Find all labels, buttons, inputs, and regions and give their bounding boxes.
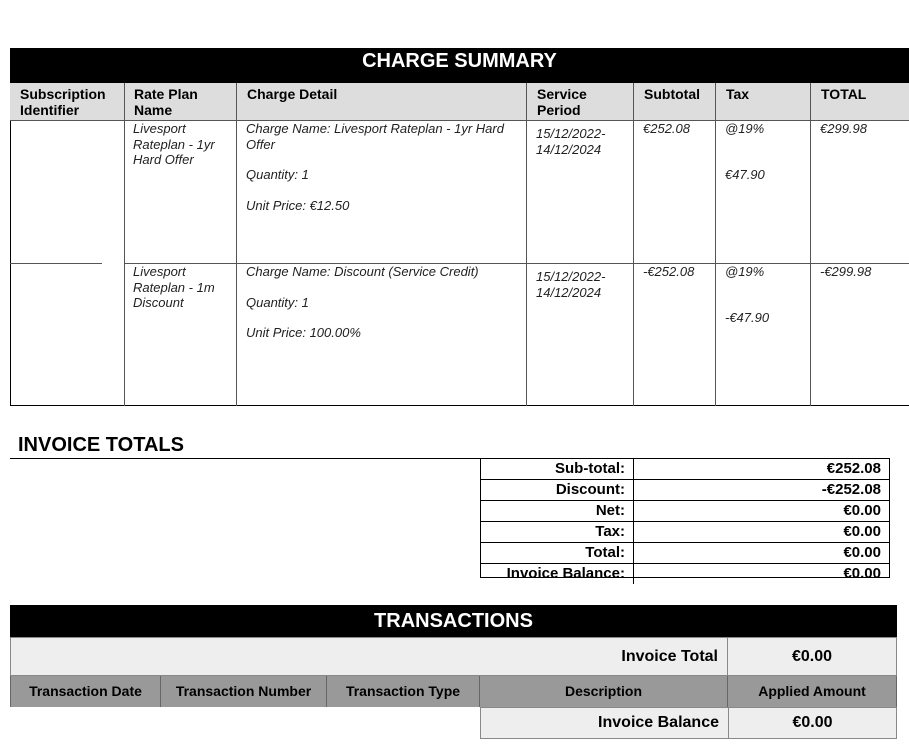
charge-name: Charge Name: Discount (Service Credit) [246, 264, 479, 279]
line-total: -€299.98 [820, 264, 872, 279]
invoice-total-label: Invoice Total [11, 638, 728, 675]
invoice-total-value: €0.00 [791, 648, 833, 665]
invoice-balance-label: Invoice Balance [481, 708, 729, 738]
invoice-total-row [10, 637, 897, 676]
totals-value: €0.00 [843, 565, 881, 582]
subtotal: €252.08 [643, 121, 690, 136]
totals-label: Sub-total: [481, 459, 634, 479]
column-divider [526, 83, 527, 406]
invoice-totals-title: INVOICE TOTALS [18, 434, 184, 456]
rate-plan-name: Livesport Rateplan - 1m Discount [133, 264, 215, 310]
charge-name: Charge Name: Livesport Rateplan - 1yr Hard Offer [246, 121, 504, 152]
quantity: Quantity: 1 [246, 167, 309, 182]
col-header-subscription: Subscription Identifier [10, 83, 124, 121]
column-divider [810, 83, 811, 406]
column-divider [715, 83, 716, 406]
totals-value: €0.00 [843, 544, 881, 561]
invoice-balance-row [480, 707, 897, 739]
column-divider [124, 83, 125, 406]
column-divider [236, 83, 237, 406]
col-header-transaction-number: Transaction Number [161, 676, 327, 707]
totals-value: €252.08 [826, 460, 881, 477]
unit-price: Unit Price: €12.50 [246, 198, 350, 213]
col-header-applied-amount: Applied Amount [728, 676, 897, 707]
rate-plan-name: Livesport Rateplan - 1yr Hard Offer [133, 121, 215, 167]
totals-value: -€252.08 [821, 481, 881, 498]
unit-price: Unit Price: 100.00% [246, 325, 361, 340]
transactions-title: TRANSACTIONS [10, 605, 897, 637]
invoice-totals-table [480, 458, 890, 582]
col-header-subtotal: Subtotal [634, 83, 716, 121]
row-divider [10, 263, 102, 264]
col-header-charge-detail: Charge Detail [237, 83, 527, 121]
col-header-transaction-type: Transaction Type [327, 676, 480, 707]
col-header-rate-plan: Rate Plan Name [124, 83, 237, 121]
tax-rate: @19% [725, 121, 765, 136]
totals-value: €0.00 [843, 502, 881, 519]
totals-label: Net: [481, 501, 634, 521]
totals-label: Discount: [481, 480, 634, 500]
service-period: 15/12/2022- 14/12/2024 [536, 269, 606, 300]
col-header-description: Description [480, 676, 728, 707]
charge-summary-title: CHARGE SUMMARY [10, 48, 909, 83]
totals-row [481, 480, 889, 501]
totals-value: €0.00 [843, 523, 881, 540]
tax-rate: @19% [725, 264, 765, 279]
tax-amount: €47.90 [725, 167, 765, 182]
line-total: €299.98 [820, 121, 867, 136]
totals-label: Tax: [481, 522, 634, 542]
totals-label: Total: [481, 543, 634, 563]
totals-row [481, 522, 889, 543]
subtotal: -€252.08 [643, 264, 695, 279]
totals-label: Invoice Balance: [481, 564, 634, 584]
totals-row [481, 543, 889, 564]
col-header-transaction-date: Transaction Date [10, 676, 161, 707]
totals-row [481, 459, 889, 480]
column-divider [633, 83, 634, 406]
totals-row [481, 564, 889, 584]
totals-row [481, 501, 889, 522]
tax-amount: -€47.90 [725, 310, 770, 325]
col-header-service-period: Service Period [527, 83, 634, 121]
section-rule [10, 458, 480, 459]
col-header-total: TOTAL [811, 83, 909, 121]
invoice-balance-value: €0.00 [792, 714, 833, 731]
service-period: 15/12/2022- 14/12/2024 [536, 126, 606, 157]
quantity: Quantity: 1 [246, 295, 309, 310]
col-header-tax: Tax [716, 83, 811, 121]
